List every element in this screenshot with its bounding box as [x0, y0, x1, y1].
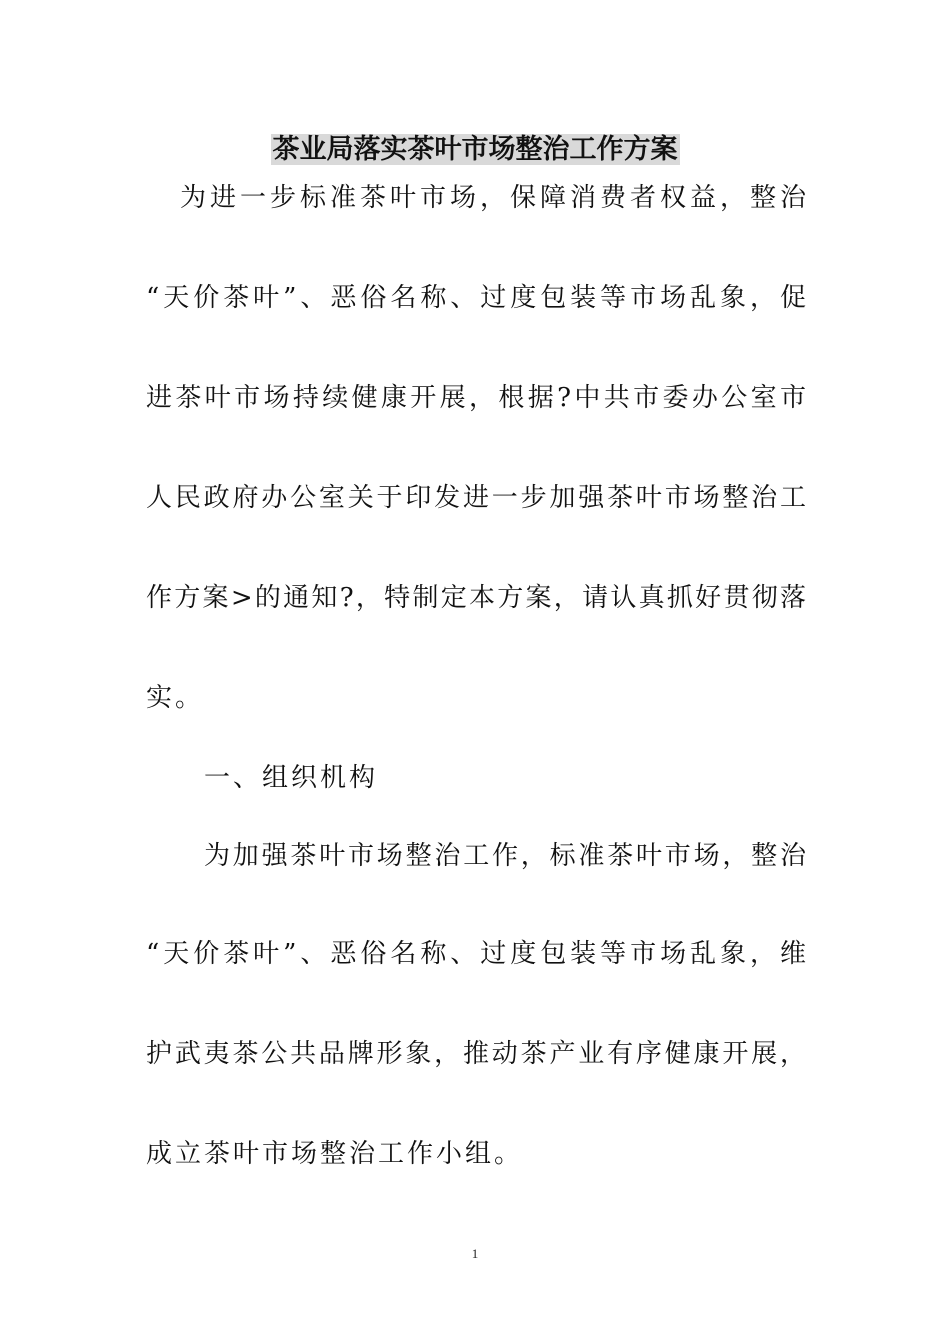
- paragraph-1-line-2: “天价茶叶”、恶俗名称、过度包装等市场乱象，促: [146, 283, 806, 313]
- document-title-text: 茶业局落实茶叶市场整治工作方案: [272, 134, 678, 165]
- paragraph-2-line-1: 为加强茶叶市场整治工作，标准茶叶市场，整治: [204, 841, 806, 871]
- page-number: 1: [471, 1246, 479, 1261]
- paragraph-2-line-4: 成立茶叶市场整治工作小组。: [146, 1139, 524, 1169]
- section-heading-organization: 一、组织机构: [204, 763, 379, 793]
- paragraph-2-line-3: 护武夷茶公共品牌形象，推动茶产业有序健康开展，: [146, 1039, 806, 1069]
- paragraph-1-line-6: 实。: [146, 683, 205, 713]
- paragraph-1-line-5: 作方案>的通知?，特制定本方案，请认真抓好贯彻落: [146, 583, 806, 613]
- paragraph-2-line-2: “天价茶叶”、恶俗名称、过度包装等市场乱象，维: [146, 939, 806, 969]
- paragraph-1-line-3: 进茶叶市场持续健康开展，根据?中共市委办公室市: [146, 383, 806, 413]
- paragraph-1-line-4: 人民政府办公室关于印发进一步加强茶叶市场整治工: [146, 483, 806, 513]
- paragraph-1-line-1: 为进一步标准茶叶市场，保障消费者权益，整治: [180, 183, 806, 213]
- document-title: [0, 130, 950, 170]
